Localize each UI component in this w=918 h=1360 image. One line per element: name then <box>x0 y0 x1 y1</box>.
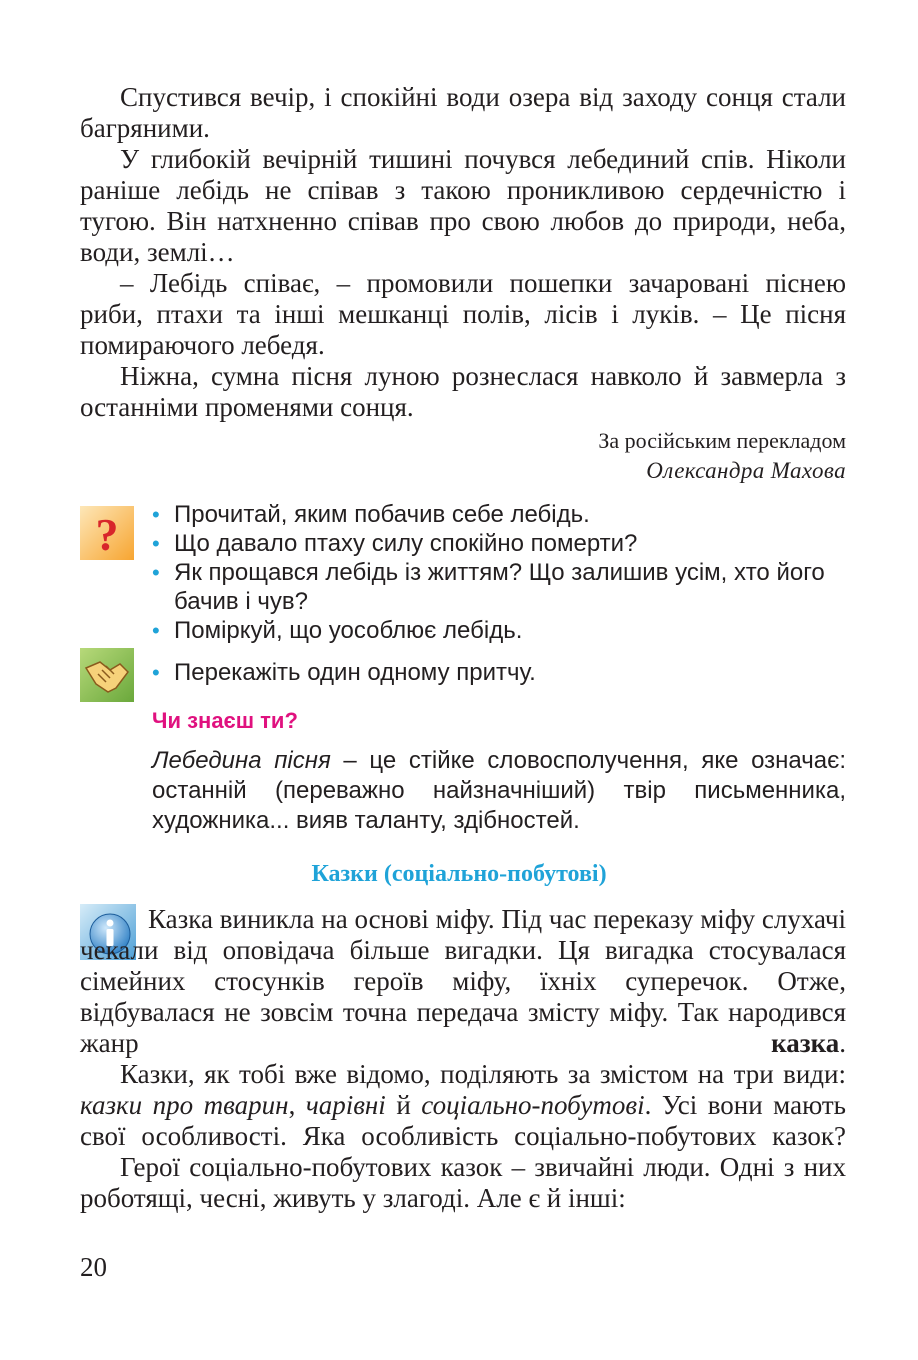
source-author: Олександра Махова <box>646 458 846 483</box>
list-item <box>152 658 852 687</box>
term: Лебедина пісня <box>152 747 331 774</box>
page-number: 20 <box>80 1252 107 1282</box>
question-icon <box>80 506 134 560</box>
did-you-know-title: Чи знаєш ти? <box>152 708 298 733</box>
story-paragraph: – Лебідь співає, – промовили пошепки зачаровані піснею риби, птахи та інші мешканці полів, лісів і луків. – Це пісня помираючого лебедя. <box>80 268 846 360</box>
section-title: Казки (соціально-побутові) <box>311 861 607 887</box>
bullet-icon: • <box>152 618 160 643</box>
bold-term: казка <box>771 1028 840 1058</box>
list-item <box>152 558 852 616</box>
section-paragraph: Герої соціально-побутових казок – звичайні люди. Одні з них роботящі, чесні, живуть у злагоді. Але є й інші: <box>80 1152 846 1213</box>
bullet-icon: • <box>152 531 160 556</box>
task-list <box>152 658 852 687</box>
questions-list <box>152 500 852 645</box>
svg-text:?: ? <box>95 509 119 560</box>
section-paragraph: Казка виникла на основі міфу. Під час переказу міфу слухачі чекали від оповідача більше вигадки. Ця вигадка стосувалася сімейних стосунків героїв міфу, їхніх суперечок. Отже, відбувалася не зовсім точна передача змісту міфу. Так народився жанр казка. <box>80 904 846 1058</box>
definition: – це стійке словосполучення, яке означає: останній (переважно найзначніший) твір письменника, художника... вияв таланту, здібностей. <box>152 747 847 834</box>
did-you-know-text <box>152 746 846 836</box>
list-item <box>152 616 852 645</box>
handshake-icon <box>80 648 134 702</box>
list-item <box>152 529 852 558</box>
task-text: Перекажіть один одному притчу. <box>174 659 536 686</box>
source-line: За російським перекладом <box>598 428 846 453</box>
bullet-icon: • <box>152 660 160 685</box>
section-paragraph: Казки, як тобі вже відомо, поділяють за змістом на три види: казки про тварин, чарівні й соціально-побутові. Усі вони мають свої особливості. Яка особливість соціально-побутових казок? <box>80 1059 846 1151</box>
bullet-icon: • <box>152 502 160 527</box>
question-text: Поміркуй, що уособлює лебідь. <box>174 617 523 644</box>
section-text <box>80 904 846 1214</box>
question-text: Прочитай, яким побачив себе лебідь. <box>174 501 590 528</box>
story-paragraph: Ніжна, сумна пісня луною рознеслася навколо й завмерла з останніми променями сонця. <box>80 361 846 422</box>
list-item <box>152 500 852 529</box>
bullet-icon: • <box>152 560 160 585</box>
question-text: Що давало птаху силу спокійно померти? <box>174 530 638 557</box>
question-text: Як прощався лебідь із життям? Що залишив усім, хто його бачив і чув? <box>174 559 825 615</box>
source-attribution <box>598 426 846 486</box>
story-text <box>80 82 846 423</box>
story-paragraph: Спустився вечір, і спокійні води озера від заходу сонця стали багряними. <box>80 82 846 143</box>
story-paragraph: У глибокій вечірній тишині почувся лебединий спів. Ніколи раніше лебідь не співав з такою проникливою сердечністю і тугою. Він натхненно співав про свою любов до природи, неба, води, землі… <box>80 144 846 267</box>
